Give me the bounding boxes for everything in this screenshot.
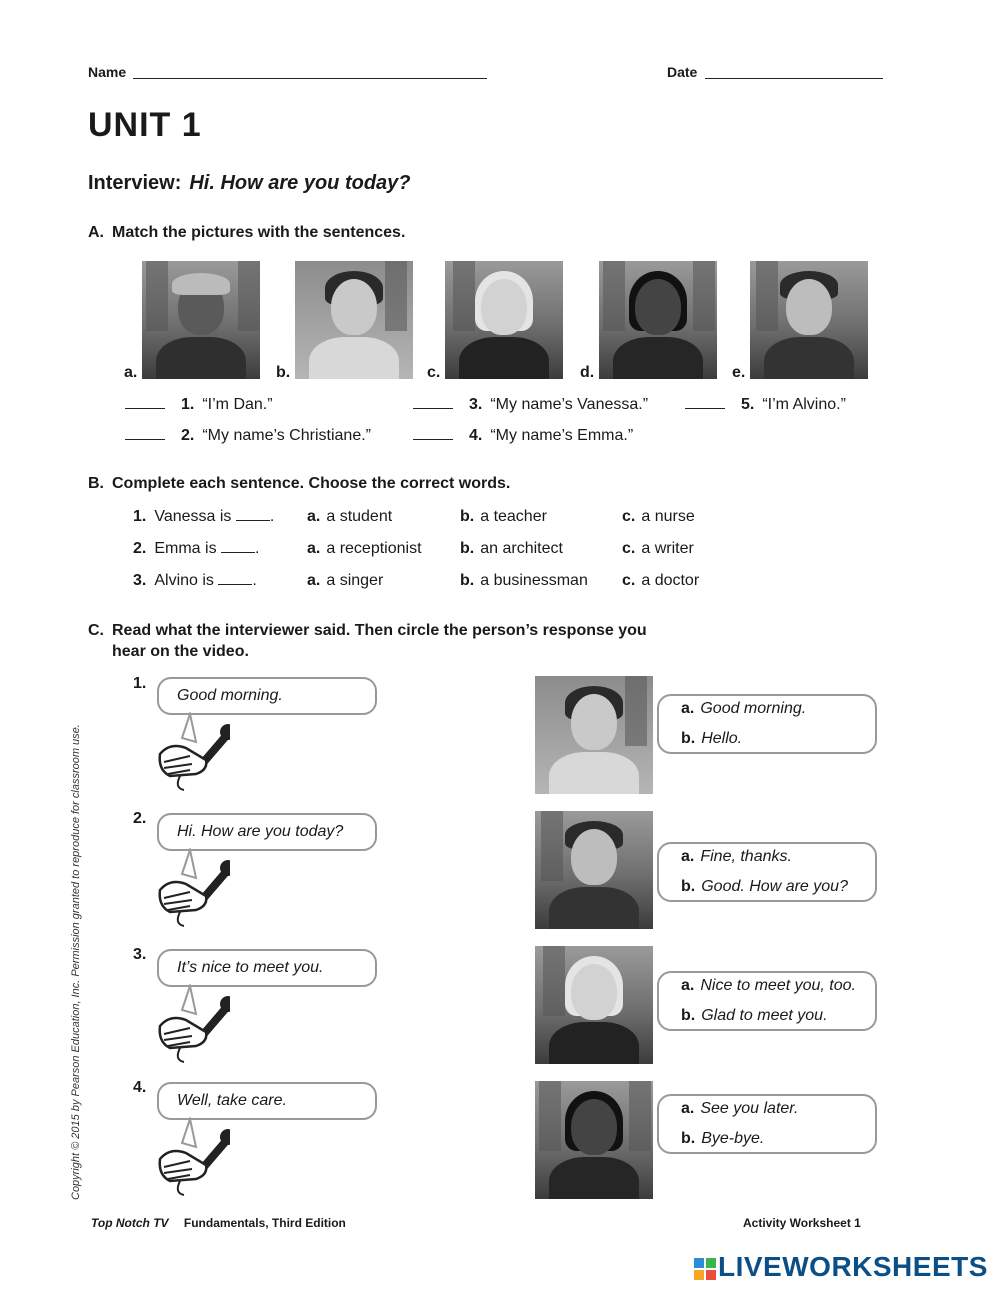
microphone-hand-icon [150,984,230,1064]
c-item-4-prompt: Well, take care. [177,1092,287,1109]
microphone-hand-icon [150,712,230,792]
b-row-1-stem: 1. Vanessa is . [133,508,275,525]
answer-blank[interactable] [236,508,270,521]
c-item-1-response-bubble [657,694,877,754]
b-row-3-option-b[interactable]: b. a businessman [460,572,588,589]
b-row-2-option-b[interactable]: b. an architect [460,540,563,557]
answer-blank[interactable] [218,572,252,585]
c-item-1-photo [535,676,653,794]
photo-label-b: b. [276,364,291,381]
b-row-1-option-c[interactable]: c. a nurse [622,508,695,525]
unit-title: UNIT 1 [88,106,202,144]
c-item-3-photo [535,946,653,1064]
interview-label: Interview: [88,172,182,194]
section-a-letter: A. [88,224,104,241]
c-item-2-number: 2. [133,810,147,827]
section-a-heading [88,224,405,242]
photo-label-d: d. [580,364,595,381]
answer-blank[interactable] [413,396,453,409]
microphone-hand-icon [150,1117,230,1197]
name-field-line[interactable] [133,78,487,79]
c-item-1-option-b[interactable]: b. Hello. [681,730,743,747]
section-c-heading [88,620,647,662]
answer-blank[interactable] [125,396,165,409]
match-item-3: 3. “My name’s Vanessa.” [413,396,648,414]
b-row-3-option-c[interactable]: c. a doctor [622,572,700,589]
c-item-4-number: 4. [133,1079,147,1096]
c-item-3-option-a[interactable]: a. Nice to meet you, too. [681,977,856,994]
photo-a-dan [142,261,260,379]
footer-left [91,1216,346,1230]
section-c-instruction-line2: hear on the video. [112,643,249,660]
b-row-1-option-b[interactable]: b. a teacher [460,508,547,525]
match-item-4: 4. “My name’s Emma.” [413,427,633,445]
photo-label-e: e. [732,364,746,381]
date-field-line[interactable] [705,78,883,79]
date-label: Date [667,64,698,80]
photo-label-a: a. [124,364,138,381]
c-item-4-option-a[interactable]: a. See you later. [681,1100,799,1117]
b-row-3-option-a[interactable]: a. a singer [307,572,384,589]
photo-e-alvino [750,261,868,379]
interview-heading [88,172,411,195]
section-b-letter: B. [88,475,104,492]
match-item-5: 5. “I’m Alvino.” [685,396,846,414]
c-item-1-prompt: Good morning. [177,687,283,704]
c-item-3-response-bubble [657,971,877,1031]
answer-blank[interactable] [685,396,725,409]
c-item-1-option-a[interactable]: a. Good morning. [681,700,807,717]
microphone-hand-icon [150,848,230,928]
liveworksheets-brand[interactable]: LIVEWORKSHEETS [718,1251,988,1282]
section-a-instruction: Match the pictures with the sentences. [112,224,406,241]
answer-blank[interactable] [125,427,165,440]
section-c-instruction-line1: Read what the interviewer said. Then circle the person’s response you [112,622,647,639]
b-row-2-option-a[interactable]: a. a receptionist [307,540,422,557]
section-c-letter: C. [88,622,104,639]
c-item-3-number: 3. [133,946,147,963]
interview-question: Hi. How are you today? [189,172,411,194]
match-item-2: 2. “My name’s Christiane.” [125,427,371,445]
c-item-4-photo [535,1081,653,1199]
answer-blank[interactable] [413,427,453,440]
c-item-3-prompt: It’s nice to meet you. [177,959,324,976]
c-item-2-prompt: Hi. How are you today? [177,823,344,840]
photo-d-emma [599,261,717,379]
c-item-1-number: 1. [133,675,147,692]
answer-blank[interactable] [221,540,255,553]
name-label: Name [88,64,127,80]
c-item-2-option-b[interactable]: b. Good. How are you? [681,878,848,895]
photo-c-vanessa [445,261,563,379]
section-b-heading [88,475,510,493]
photo-label-c: c. [427,364,441,381]
c-item-4-prompt-bubble [157,1082,377,1120]
c-item-2-response-bubble [657,842,877,902]
b-row-2-option-c[interactable]: c. a writer [622,540,694,557]
footer-edition: Fundamentals, Third Edition [183,1216,346,1230]
section-b-instruction: Complete each sentence. Choose the correct words. [112,475,511,492]
copyright-notice: Copyright © 2015 by Pearson Education, Inc. Permission granted to reproduce for classroom use. [70,724,82,1200]
footer-series: Top Notch TV [91,1216,169,1230]
b-row-2-stem: 2. Emma is . [133,540,260,557]
c-item-1-prompt-bubble [157,677,377,715]
c-item-2-prompt-bubble [157,813,377,851]
c-item-2-photo [535,811,653,929]
c-item-3-prompt-bubble [157,949,377,987]
b-row-1-option-a[interactable]: a. a student [307,508,393,525]
match-item-1: 1. “I’m Dan.” [125,396,273,414]
b-row-3-stem: 3. Alvino is . [133,572,257,589]
c-item-2-option-a[interactable]: a. Fine, thanks. [681,848,792,865]
c-item-3-option-b[interactable]: b. Glad to meet you. [681,1007,828,1024]
liveworksheets-logo-icon [694,1258,716,1280]
c-item-4-option-b[interactable]: b. Bye-bye. [681,1130,765,1147]
footer-worksheet: Activity Worksheet 1 [743,1216,861,1230]
c-item-4-response-bubble [657,1094,877,1154]
photo-b-christiane [295,261,413,379]
